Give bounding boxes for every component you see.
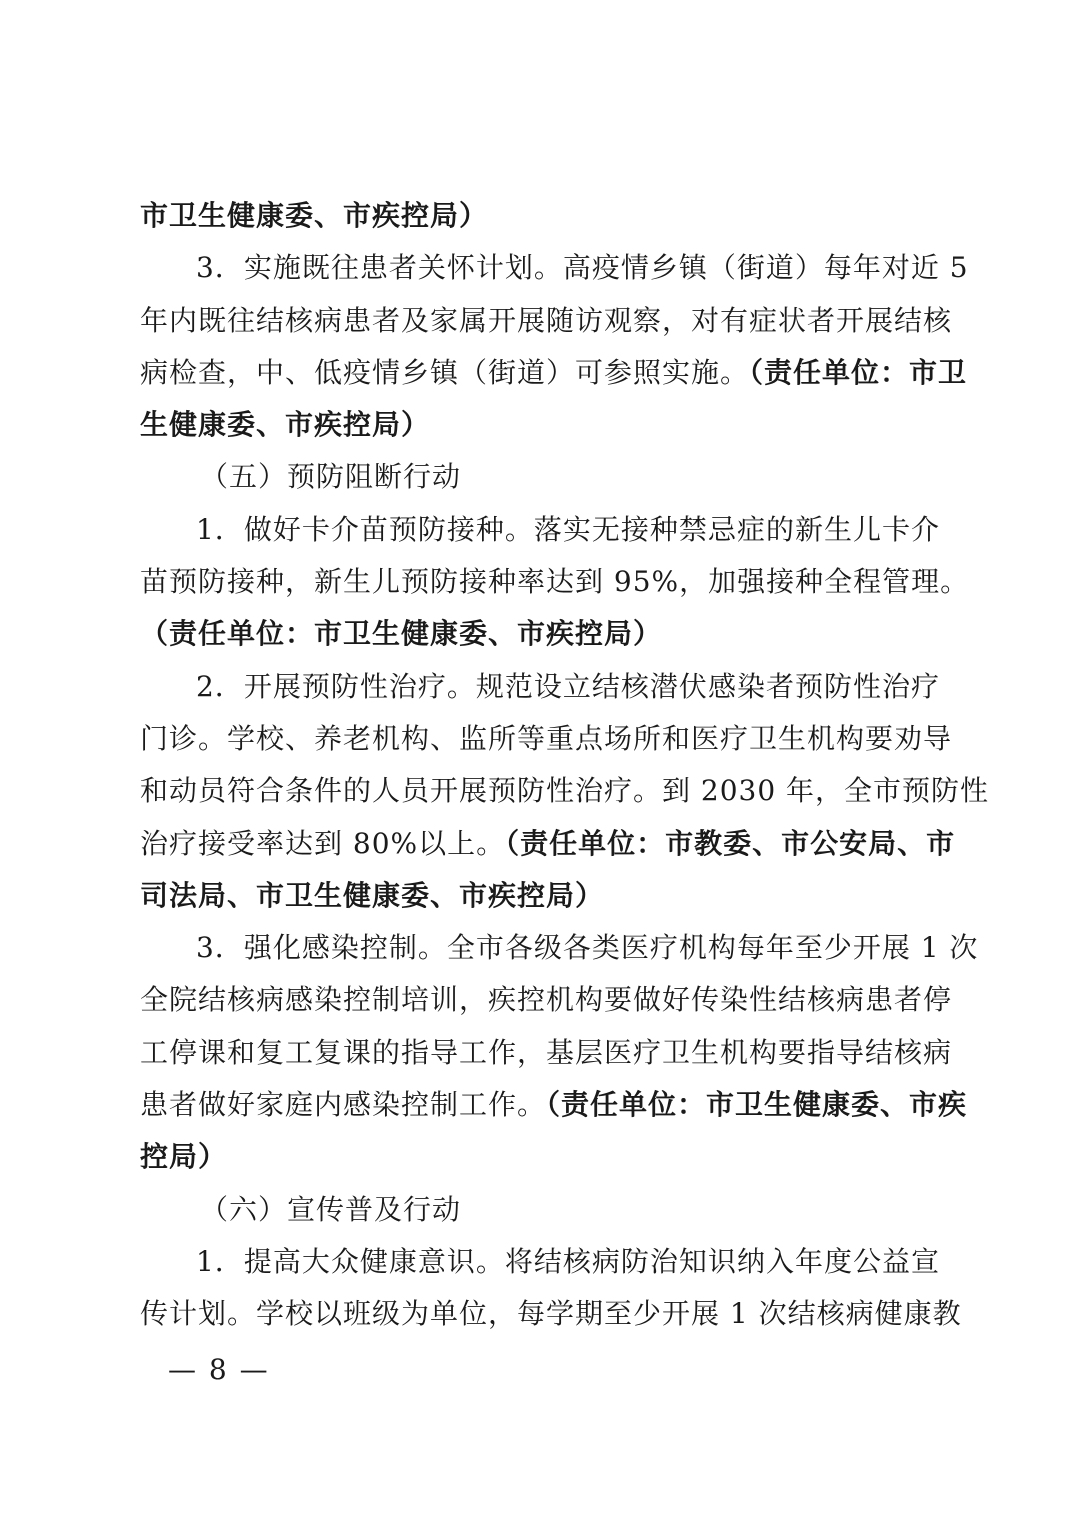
responsibility-text: 市卫生健康委、市疾控局） (140, 199, 489, 232)
text-line (140, 661, 940, 713)
text-line (140, 295, 953, 347)
text-line (140, 1131, 940, 1183)
section-heading (140, 1184, 940, 1236)
text-line (140, 922, 979, 974)
body-text: 3．实施既往患者关怀计划。高疫情乡镇（街道）每年对近 5 (196, 251, 969, 285)
body-text: （五）预防阻断行动 (200, 460, 462, 494)
body-text: 和动员符合条件的人员开展预防性治疗。到 2030 年，全市预防性 (140, 774, 990, 808)
body-text: 全院结核病感染控制培训，疾控机构要做好传染性结核病患者停 (140, 983, 953, 1017)
responsibility-text: 生健康委、市疾控局） (140, 408, 431, 442)
responsibility-text: （责任单位：市卫 (749, 355, 968, 389)
body-text: 传计划。学校以班级为单位，每学期至少开展 1 次结核病健康教 (140, 1297, 962, 1331)
document-body (140, 190, 990, 1341)
body-text: 工停课和复工复课的指导工作，基层医疗卫生机构要指导结核病 (140, 1035, 953, 1069)
body-text: 门诊。学校、养老机构、监所等重点场所和医疗卫生机构要劝导 (140, 721, 953, 755)
body-text: 患者做好家庭内感染控制工作。 (140, 1088, 547, 1122)
body-text: 3．强化感染控制。全市各级各类医疗机构每年至少开展 1 次 (196, 931, 979, 965)
text-line (140, 818, 956, 870)
body-text: 病检查，中、低疫情乡镇（街道）可参照实施。 (140, 355, 750, 389)
text-line (140, 504, 940, 556)
text-line (140, 1288, 962, 1340)
text-line (140, 1079, 968, 1131)
text-line (140, 399, 940, 451)
text-line (140, 242, 969, 294)
text-line (140, 1027, 953, 1079)
text-line (140, 190, 940, 242)
responsibility-text: 司法局、市卫生健康委、市疾控局） (140, 878, 605, 912)
body-text: 1．做好卡介苗预防接种。落实无接种禁忌症的新生儿卡介 (196, 512, 940, 546)
body-text: 苗预防接种，新生儿预防接种率达到 95%，加强接种全程管理。 (140, 565, 970, 599)
body-text: （六）宣传普及行动 (200, 1192, 462, 1226)
responsibility-text: （责任单位：市教委、市公安局、市 (505, 826, 956, 860)
text-line (140, 608, 940, 660)
section-heading (140, 451, 940, 503)
body-text: 治疗接受率达到 80%以上。 (140, 826, 506, 860)
text-line (140, 974, 953, 1026)
text-line (140, 347, 968, 399)
text-line (140, 870, 940, 922)
text-line (140, 556, 970, 608)
body-text: 2．开展预防性治疗。规范设立结核潜伏感染者预防性治疗 (196, 669, 940, 703)
responsibility-text: （责任单位：市卫生健康委、市疾 (546, 1088, 968, 1122)
body-text: 年内既往结核病患者及家属开展随访观察，对有症状者开展结核 (140, 303, 953, 337)
responsibility-text: 控局） (140, 1140, 228, 1174)
text-line (140, 1236, 940, 1288)
body-text: 1．提高大众健康意识。将结核病防治知识纳入年度公益宣 (196, 1244, 940, 1278)
page-number: — 8 — (168, 1353, 270, 1386)
text-line (140, 765, 990, 817)
text-line (140, 713, 953, 765)
responsibility-text: （责任单位：市卫生健康委、市疾控局） (140, 617, 663, 651)
